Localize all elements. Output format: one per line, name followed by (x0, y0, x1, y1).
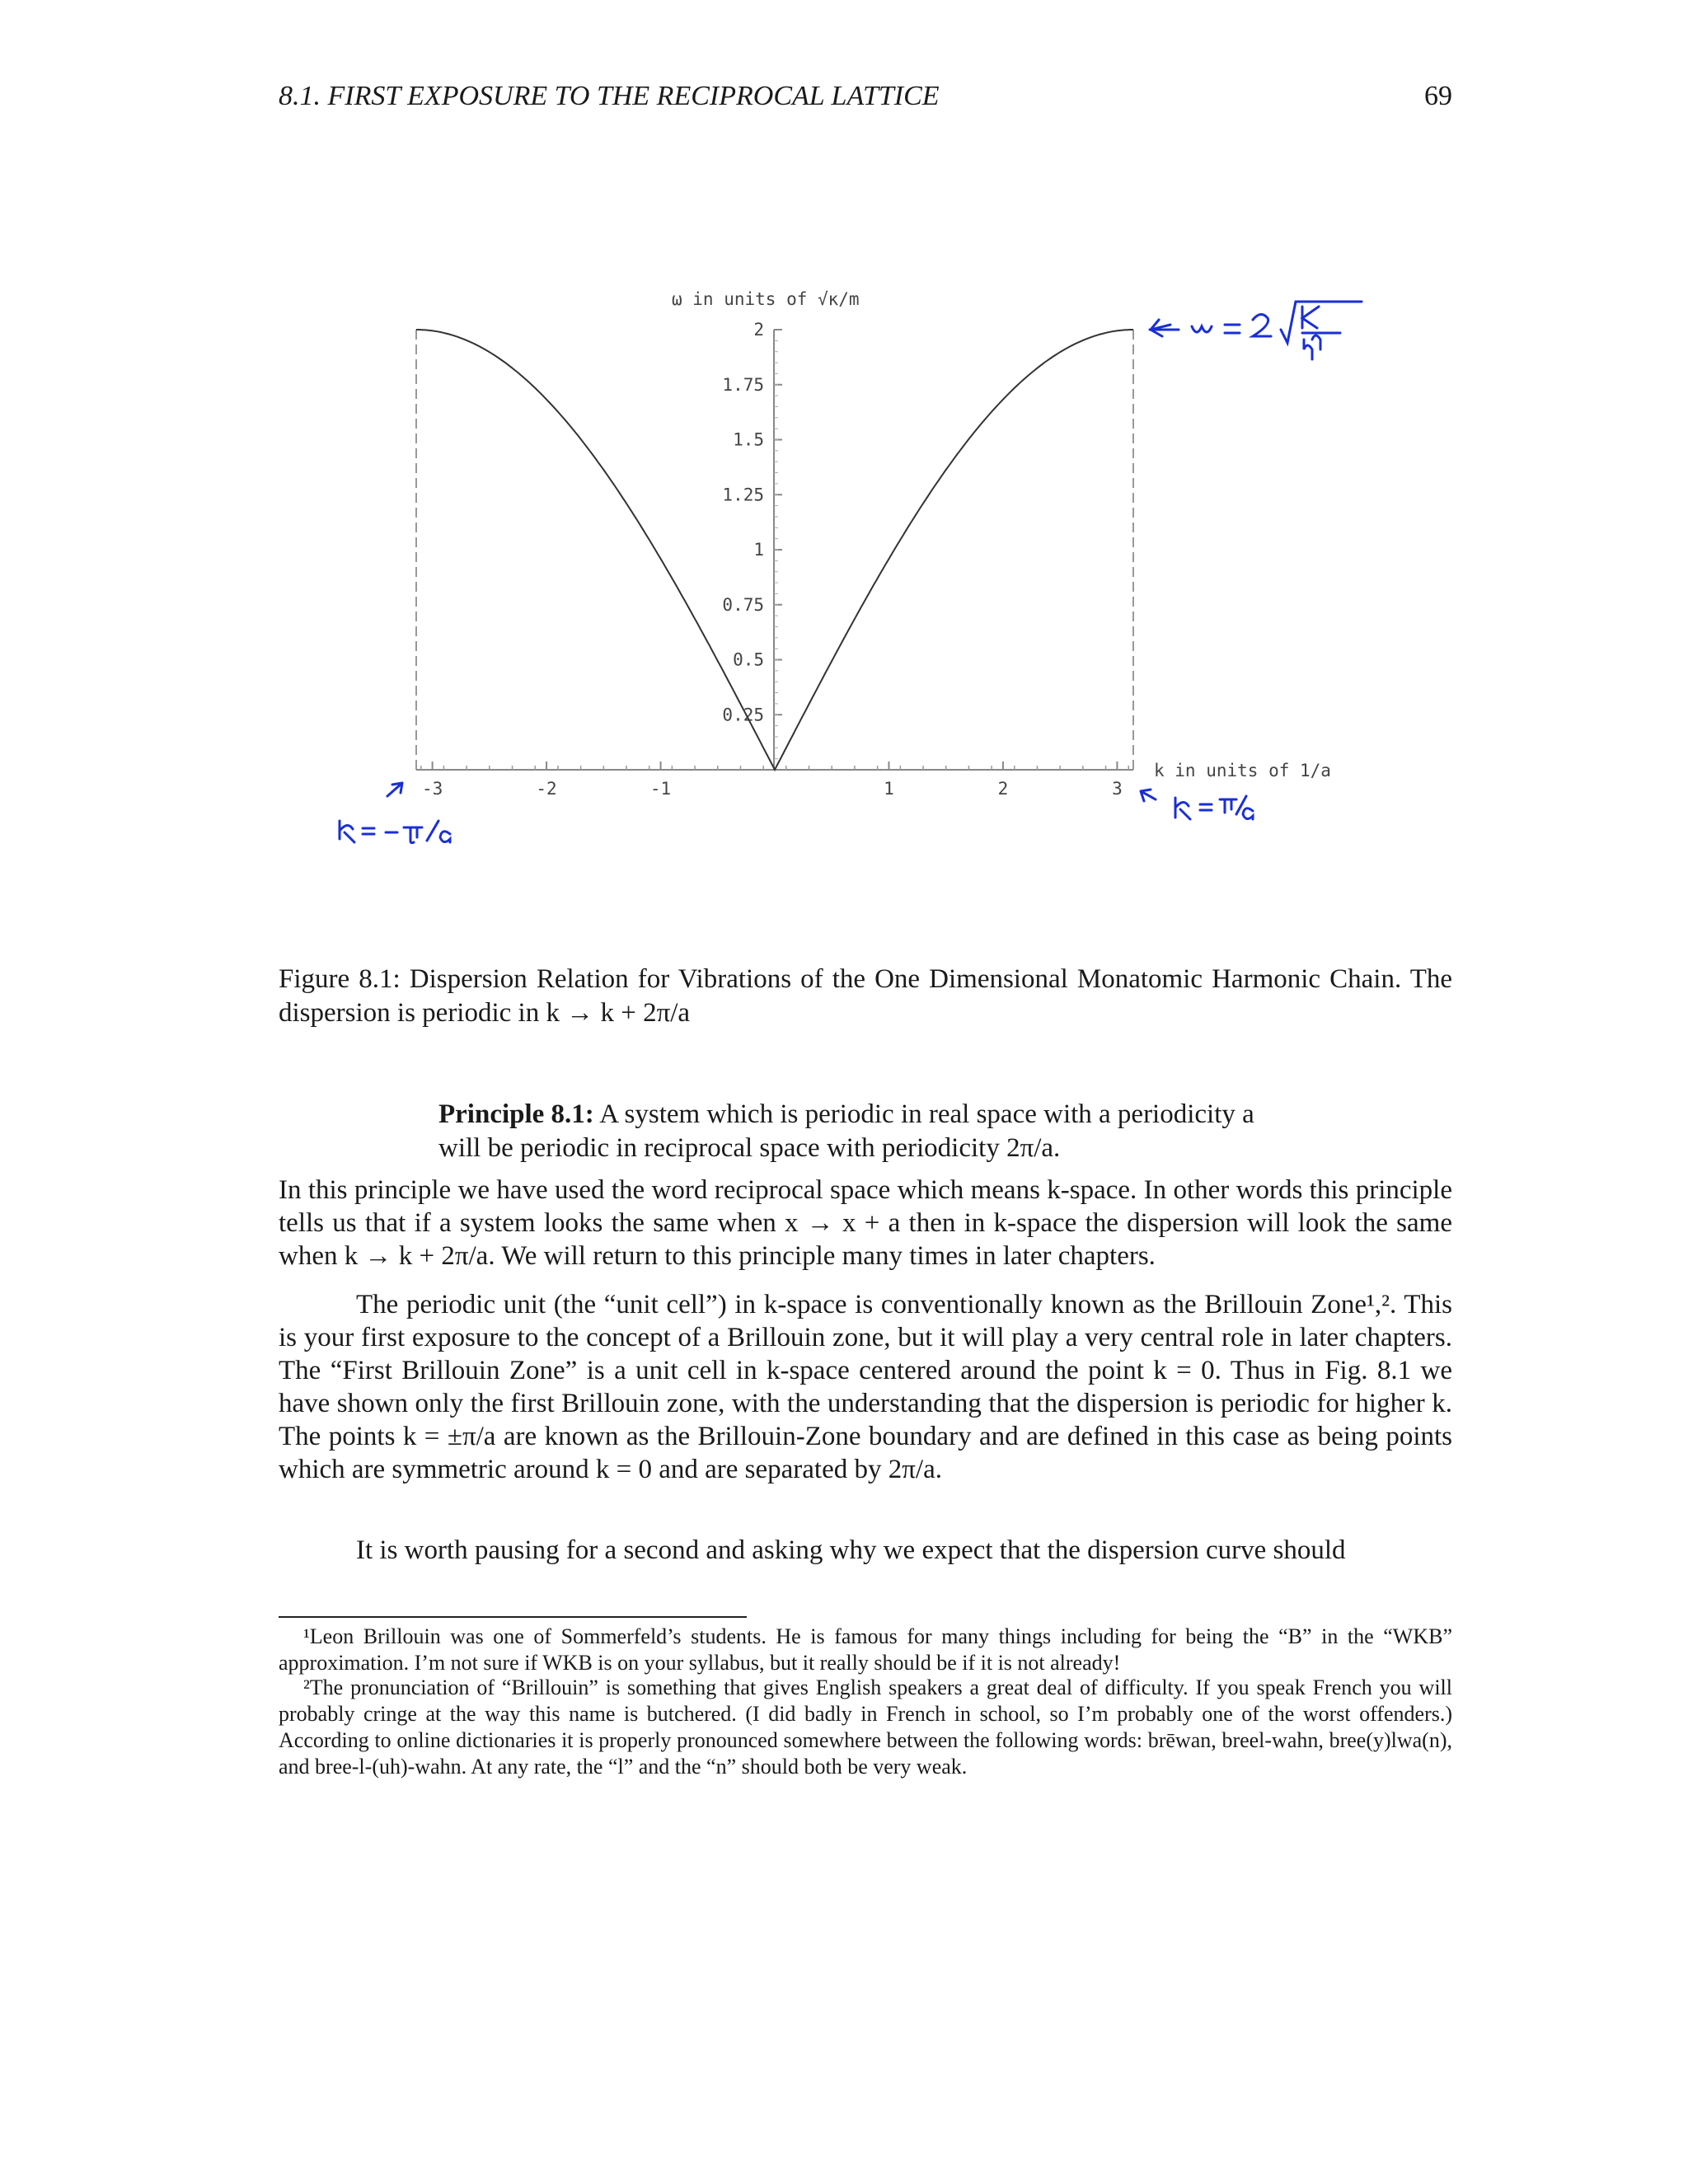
paragraph-1: In this principle we have used the word reciprocal space which means k-space. In other words this principle tells us that if a system looks the same when x → x + a then in k-space the dispersion will look the same when k → k + 2π/a. We will return to this principle many times in later chapters. (279, 1175, 1452, 1271)
y-tick-label: 1 (753, 540, 764, 560)
caption-text: Dispersion Relation for Vibrations of the One Dimensional Monatomic Harmonic Chain. The dispersion is periodic in k → k + 2π/a (279, 964, 1453, 1028)
x-axis-label: k in units of 1/a (1154, 761, 1331, 780)
footnote-1: ¹Leon Brillouin was one of Sommerfeld’s students. He is famous for many things including for being the “B” in the “WKB” approximation. I’m not sure if WKB is on your syllabus, but it really should be if it is not already! (279, 1624, 1452, 1675)
y-tick-label: 0.25 (722, 705, 764, 725)
figure-caption (279, 963, 1452, 1030)
x-tick-label: -1 (649, 779, 672, 799)
paragraph-2: The periodic unit (the “unit cell”) in k-space is conventionally known as the Brillouin Zone¹,². This is your first exposure to the concept of a Brillouin zone, but it will play a very central role in later chapters. The “First Brillouin Zone” is a unit cell in k-space centered around the point k = 0. Thus in Fig. 8.1 we have shown only the first Brillouin zone, with the understanding that the dispersion is periodic for higher k. The points k = ±π/a are known as the Brillouin-Zone boundary and are defined in this case as being points which are symmetric around k = 0 and are separated by 2π/a. (279, 1290, 1452, 1484)
y-tick-label: 1.5 (733, 429, 764, 450)
page-number: 69 (1424, 81, 1452, 111)
paragraph-3: It is worth pausing for a second and asking why we expect that the dispersion curve should (356, 1535, 1346, 1565)
principle-label: Principle 8.1: (438, 1099, 594, 1129)
y-tick-label: 1.75 (722, 374, 764, 395)
principle-box (438, 1098, 1279, 1165)
x-tick-label: -3 (421, 779, 443, 799)
dispersion-chart (0, 0, 1688, 874)
footnote-2: ²The pronunciation of “Brillouin” is something that gives English speakers a great deal of difficulty. If you speak French you will probably cringe at the way this name is butchered. (I did badly in French in school, so I’m probably one of the worst offenders.) According to online dictionaries it is properly pronounced somewhere between the following words: brēwan, breel-wahn, bree(y)lwa(n), and bree-l-(uh)-wahn. At any rate, the “l” and the “n” should both be very weak. (279, 1675, 1452, 1779)
caption-label: Figure 8.1: (279, 964, 401, 994)
y-axis-label: ω in units of √κ/m (672, 289, 860, 309)
annotation-omega-max (1150, 302, 1362, 359)
x-tick-label: 3 (1112, 779, 1123, 799)
x-tick-label: -2 (536, 779, 557, 799)
y-tick-label: 1.25 (722, 485, 764, 505)
y-tick-label: 0.5 (733, 649, 764, 670)
running-title: 8.1. FIRST EXPOSURE TO THE RECIPROCAL LATTICE (279, 81, 940, 111)
y-tick-label: 2 (753, 320, 764, 340)
x-tick-label: 1 (884, 779, 894, 799)
footnote-rule (279, 1616, 747, 1618)
x-tick-label: 2 (997, 779, 1009, 799)
annotation-right-boundary (1141, 790, 1253, 819)
y-tick-label: 0.75 (722, 594, 764, 615)
principle-text: A system which is periodic in real space with a periodicity a will be periodic in reciprocal space with periodicity 2π/a. (438, 1099, 1254, 1163)
